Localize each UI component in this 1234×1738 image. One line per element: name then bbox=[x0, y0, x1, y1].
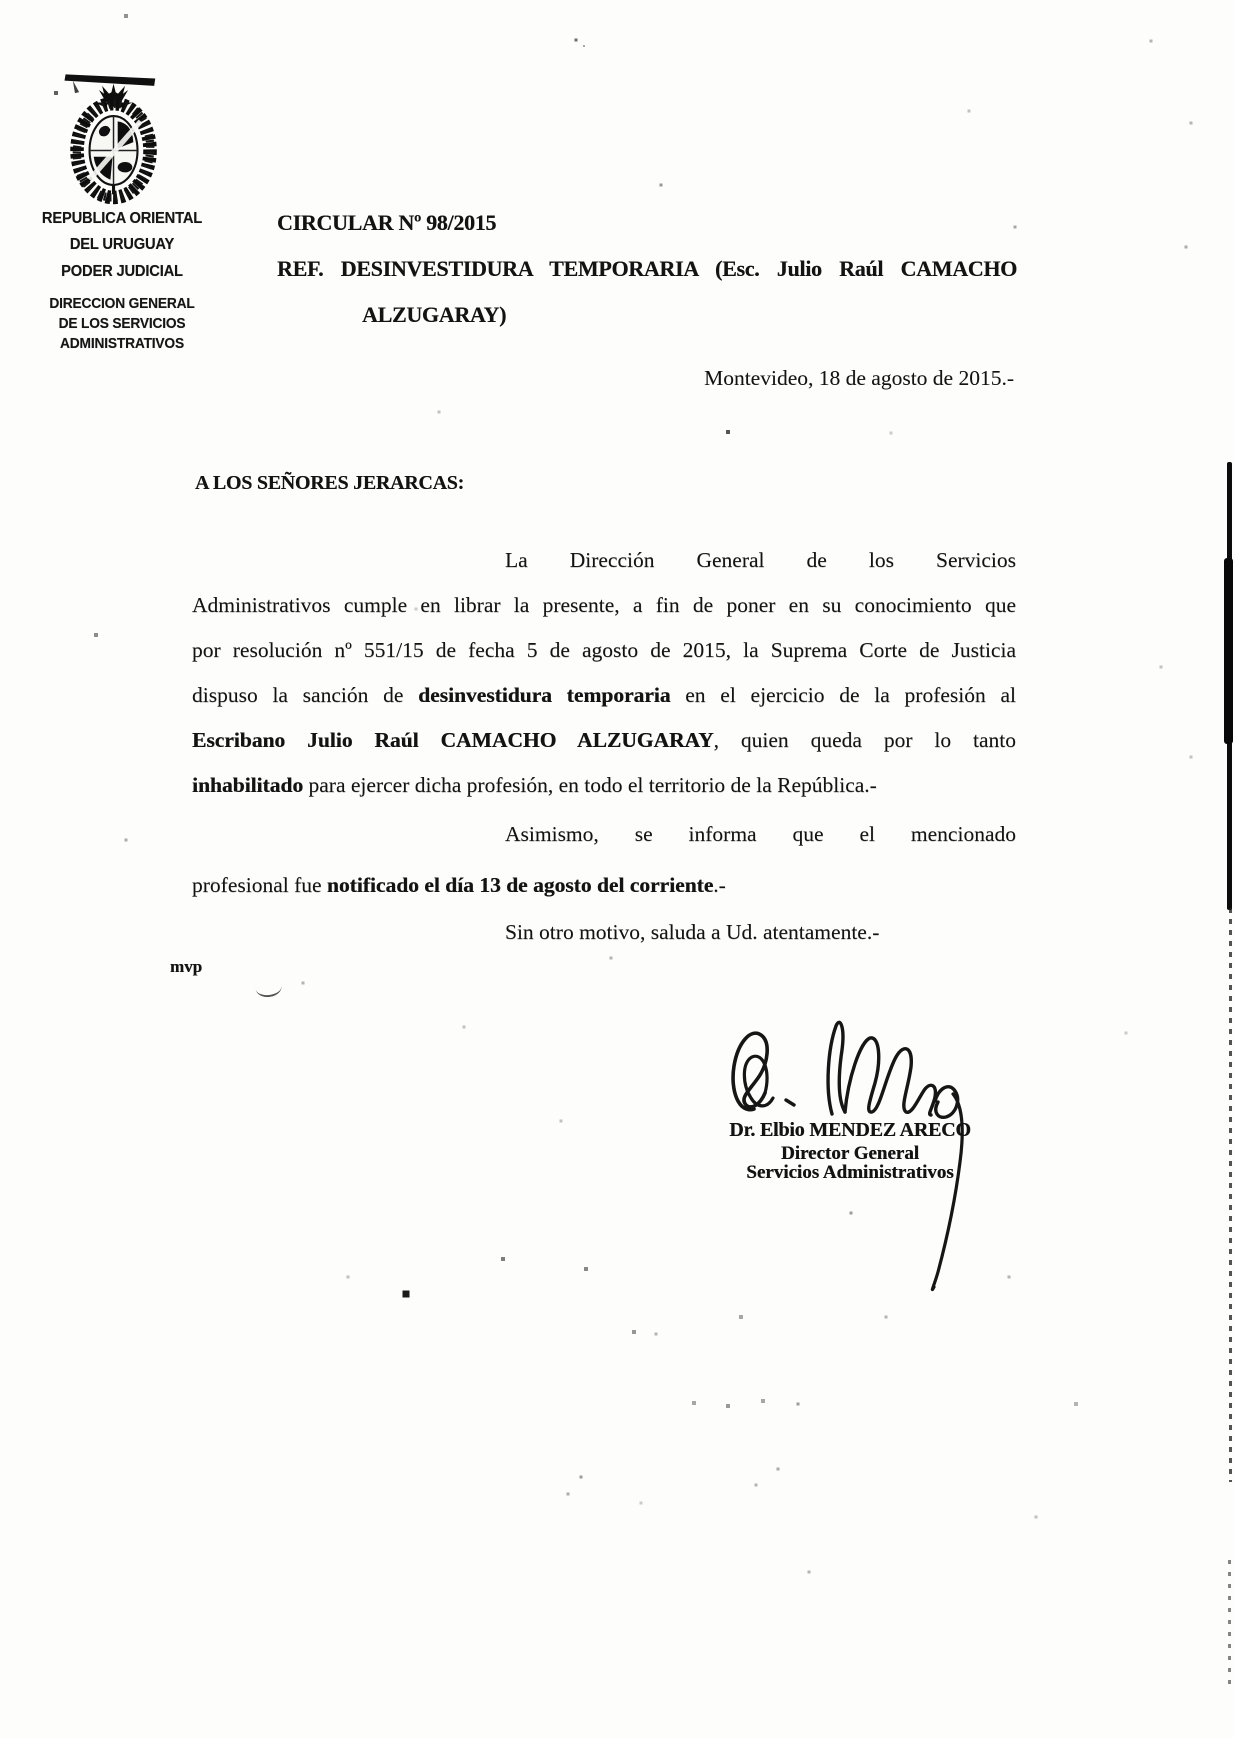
letterhead-line: PODER JUDICIAL bbox=[61, 263, 183, 280]
signer-office: Servicios Administrativos bbox=[746, 1162, 954, 1183]
body-line bbox=[192, 538, 1016, 583]
reference-line-continued: ALZUGARAY) bbox=[362, 302, 507, 327]
body-text: para ejercer dicha profesión, en todo el territorio de la República.- bbox=[303, 773, 877, 797]
letterhead-line: ADMINISTRATIVOS bbox=[60, 336, 184, 352]
body-text: Administrativos cumple en librar la presente, a fin de poner en su conocimiento que bbox=[192, 593, 1016, 617]
scan-noise-specks bbox=[0, 0, 2, 2]
scan-edge-streak-bottom bbox=[1228, 1560, 1231, 1690]
body-line bbox=[192, 763, 1016, 808]
letterhead-line: DE LOS SERVICIOS bbox=[58, 316, 186, 332]
letterhead-line: DEL URUGUAY bbox=[69, 236, 175, 253]
body-bold-text: Escribano Julio Raúl CAMACHO ALZUGARAY bbox=[192, 728, 714, 752]
body-text: por resolución nº 551/15 de fecha 5 de agosto de 2015, la Suprema Corte de Justicia bbox=[192, 638, 1016, 662]
body-bold-text: desinvestidura temporaria bbox=[418, 683, 671, 707]
body-line bbox=[192, 718, 1016, 763]
circular-number: CIRCULAR Nº 98/2015 bbox=[277, 210, 497, 235]
body-text: Asimismo, se informa que el mencionado bbox=[505, 822, 1016, 846]
uruguay-coat-of-arms-icon bbox=[52, 64, 198, 212]
typist-initials: mvp bbox=[170, 957, 203, 976]
reference-line: REF. DESINVESTIDURA TEMPORARIA (Esc. Julio Raúl CAMACHO bbox=[277, 256, 1017, 281]
letterhead-line: REPUBLICA ORIENTAL bbox=[41, 210, 203, 227]
body-line bbox=[192, 583, 1016, 628]
pen-squiggle-mark bbox=[255, 984, 282, 998]
body-line bbox=[192, 863, 1016, 908]
signer-title: Director General bbox=[780, 1143, 920, 1164]
body-text: profesional fue bbox=[192, 873, 327, 897]
dateline: Montevideo, 18 de agosto de 2015.- bbox=[704, 366, 1014, 390]
body-text: en el ejercicio de la profesión al bbox=[670, 683, 1016, 707]
body-text: Sin otro motivo, saluda a Ud. atentamente.- bbox=[505, 920, 880, 944]
body-text: .- bbox=[713, 873, 726, 897]
body-bold-text: notificado el día 13 de agosto del corriente bbox=[326, 873, 714, 897]
body-text: , quien queda por lo tanto bbox=[713, 728, 1016, 752]
body-line bbox=[192, 673, 1016, 718]
letterhead bbox=[27, 206, 217, 354]
salutation: A LOS SEÑORES JERARCAS: bbox=[195, 472, 465, 494]
body-line bbox=[192, 812, 1016, 857]
body-text: dispuso la sanción de bbox=[192, 683, 419, 707]
body-lines bbox=[192, 538, 1016, 955]
body-line bbox=[192, 628, 1016, 673]
body-line bbox=[192, 910, 1016, 955]
body-text: La Dirección General de los Servicios bbox=[505, 548, 1016, 572]
signer-name: Dr. Elbio MENDEZ ARECO bbox=[729, 1119, 971, 1141]
letterhead-line: DIRECCION GENERAL bbox=[49, 296, 195, 312]
scan-edge-streak-blob bbox=[1224, 558, 1233, 744]
body-bold-text: inhabilitado bbox=[192, 773, 304, 797]
scan-edge-streak-dashes bbox=[1229, 908, 1232, 1482]
